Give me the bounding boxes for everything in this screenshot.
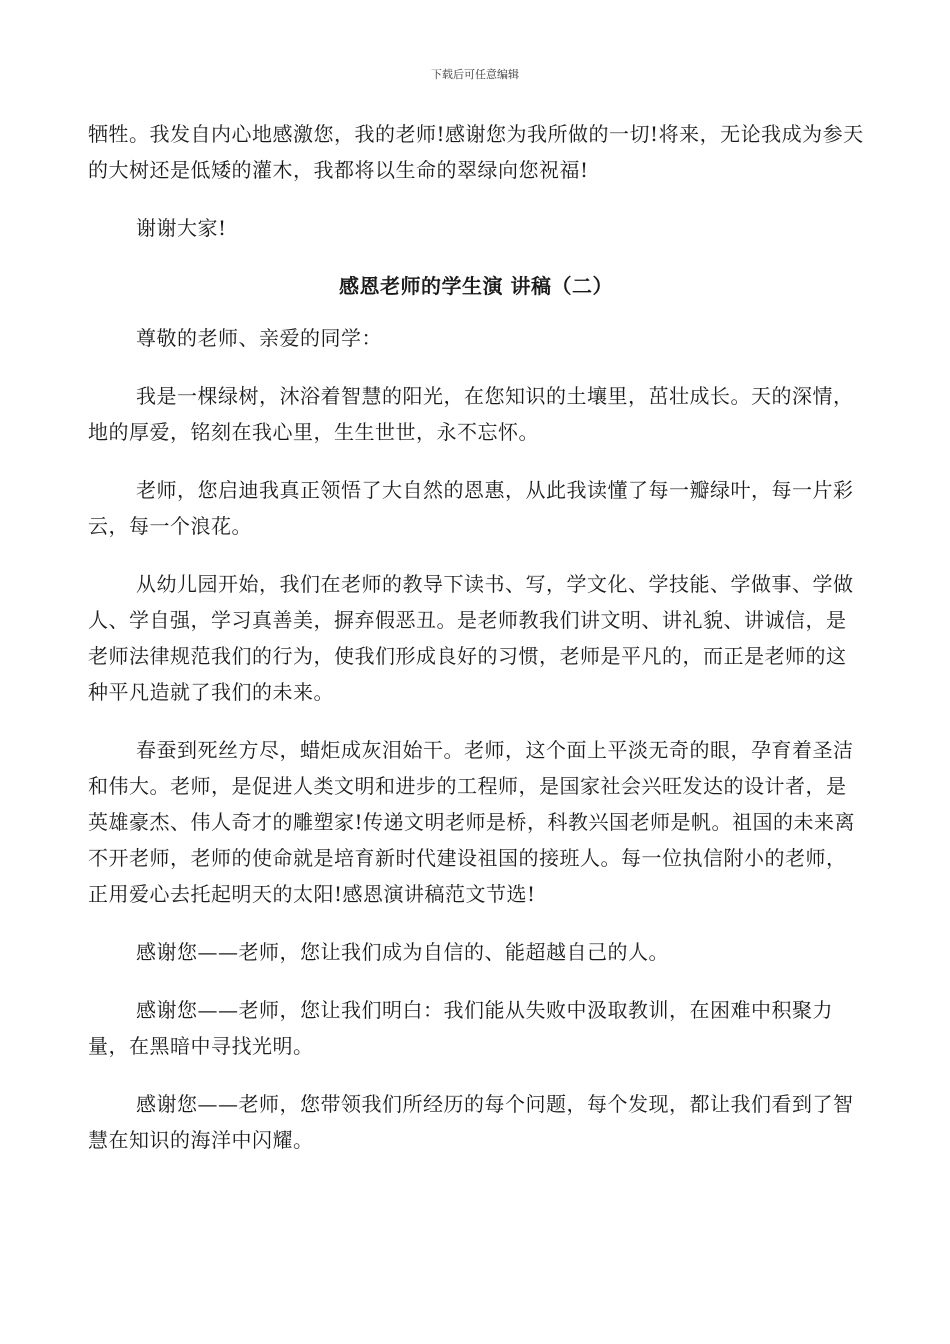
paragraph-salutation: 尊敬的老师、亲爱的同学： — [136, 326, 382, 350]
paragraph-thanks: 谢谢大家! — [136, 216, 227, 240]
paragraph: 感谢您——老师，您带领我们所经历的每个问题，每个发现，都让我们看到了智慧在知识的海洋中闪耀。 — [88, 1092, 854, 1152]
paragraph: 我是一棵绿树，沐浴着智慧的阳光，在您知识的土壤里，茁壮成长。天的深情，地的厚爱，铭刻在我心里，生生世世，永不忘怀。 — [88, 384, 854, 444]
section-title: 感恩老师的学生演 讲稿（二） — [339, 274, 613, 298]
paragraph: 感谢您——老师，您让我们成为自信的、能超越自己的人。 — [136, 940, 669, 964]
document-body — [88, 116, 864, 1180]
paragraph: 从幼儿园开始，我们在老师的教导下读书、写，学文化、学技能、学做事、学做人、学自强，学习真善美，摒弃假恶丑。是老师教我们讲文明、讲礼貌、讲诚信，是老师法律规范我们的行为，使我们形成良好的习惯，老师是平凡的，而正是老师的这种平凡造就了我们的未来。 — [88, 572, 854, 704]
paragraph: 老师，您启迪我真正领悟了大自然的恩惠，从此我读懂了每一瓣绿叶，每一片彩云，每一个浪花。 — [88, 478, 854, 538]
header-note: 下载后可任意编辑 — [431, 68, 519, 81]
paragraph-continued: 牺牲。我发自内心地感激您，我的老师!感谢您为我所做的一切!将来，无论我成为参天的大树还是低矮的灌木，我都将以生命的翠绿向您祝福! — [88, 122, 864, 182]
paragraph: 感谢您——老师，您让我们明白：我们能从失败中汲取教训，在困难中积聚力量，在黑暗中寻找光明。 — [88, 998, 833, 1058]
paragraph: 春蚕到死丝方尽，蜡炬成灰泪始干。老师，这个面上平淡无奇的眼，孕育着圣洁和伟大。老师，是促进人类文明和进步的工程师，是国家社会兴旺发达的设计者，是英雄豪杰、伟人奇才的雕塑家!传递文明老师是桥，科教兴国老师是帆。祖国的未来离不开老师，老师的使命就是培育新时代建设祖国的接班人。每一位执信附小的老师，正用爱心去托起明天的太阳!感恩演讲稿范文节选! — [88, 738, 856, 906]
